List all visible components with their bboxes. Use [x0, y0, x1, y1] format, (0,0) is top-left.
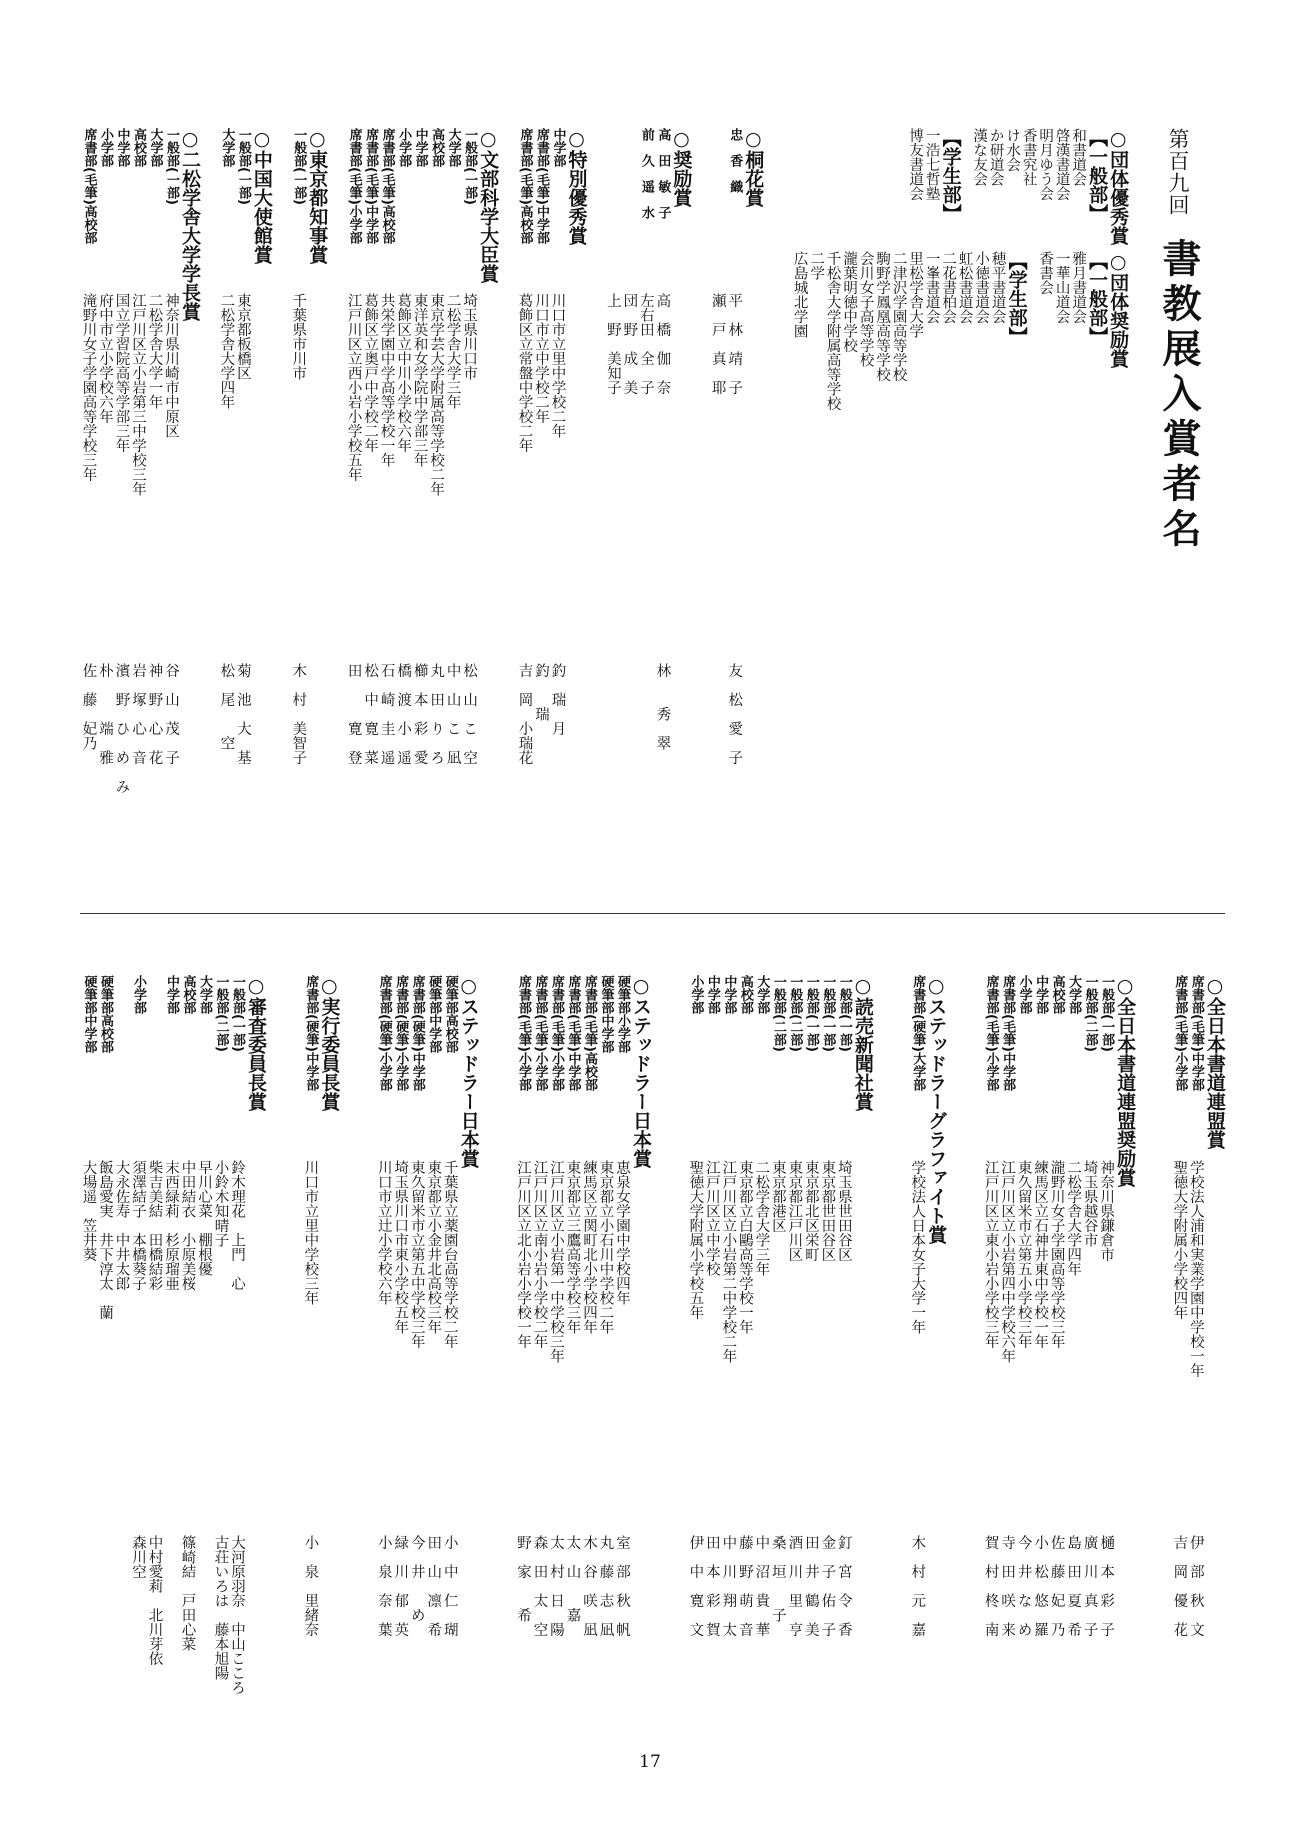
group-entry: 博友書道会 — [907, 128, 924, 201]
group-entry: 駒野学鳳凰高等学校 — [874, 251, 891, 382]
award-shinsa-iincho — [80, 975, 266, 1735]
entry-column: 硬筆部中学部大場遥 笠井葵 — [80, 975, 97, 1262]
section-heading: ○桐花賞 — [742, 128, 765, 207]
award-taishikan — [218, 128, 272, 878]
entry-column: 席書部(毛筆)小学部江戸川区立西小岩小学校五年田 寛 登 — [345, 128, 362, 765]
group-entry: 千松舎大学附属高等学校 — [824, 251, 841, 411]
group-entry: 小徳書道会 — [973, 251, 990, 324]
page-number: 17 — [639, 1752, 661, 1772]
award-staedtler-japan-a — [515, 975, 652, 1735]
group-entry: 里松学舎大学 — [907, 251, 924, 338]
award-jikko-iincho — [302, 975, 340, 1735]
group-entry: 一浩七哲塾 — [923, 128, 940, 201]
award-zennihon-shorei — [982, 975, 1135, 1735]
award-tochiji — [290, 128, 328, 878]
entry-column: 中学部東洋英和女学院中学部三年櫛 本 彩 愛 — [411, 128, 428, 765]
section-heading: ○二松学舎大学学長賞 — [179, 128, 201, 321]
award-yomiuri — [687, 975, 873, 1735]
group-entry: け水会 — [1004, 128, 1021, 172]
entry-column: 席書部(毛筆)高校部共栄学園中学高等学校一年石 崎 圭 遥 — [378, 128, 395, 765]
section-heading: ○文部科学大臣賞 — [477, 128, 500, 283]
group-entry: 一峯書道会 — [923, 251, 940, 324]
entry-column: 席書部(毛筆)高校部滝野川女子学園高等学校三年佐 藤 妃乃 — [80, 128, 97, 750]
group-excellence — [897, 128, 1129, 245]
group-entry: 香書会 — [1037, 251, 1054, 295]
entry-column: 中学部江戸川区立中学校田 本 彩 賀 — [703, 975, 720, 1637]
entry-column: 席書部(毛筆)中学部東京都立三鷹高等学校三年太 山 嘉 — [564, 975, 581, 1622]
entry-column: 一般部(一部)千葉県市川市木 村 美智子 — [290, 128, 307, 765]
entry-column: 硬筆部中学部東京都立小金井北高校三年田 山 凛 希 — [425, 975, 442, 1637]
entry-column: 硬筆部小学部恵泉女学園中学校四年室 部 秋 帆 — [614, 975, 631, 1637]
subgroup-label: 【学生部】 — [939, 128, 962, 223]
entry-column: 一般部(一部)東京都世田谷区金 子 佑 子 — [819, 975, 836, 1637]
entry-column: 高校部東京都立白鷗高等学校一年藤 野 萌 音 — [736, 975, 753, 1637]
upper-section — [80, 128, 1210, 878]
entry-column: 中学部江戸川区立小岩第二中学校二年中 川 翔 太 — [720, 975, 737, 1637]
entry-column: 忠 香 織平 林 靖 子友 松 愛 子 — [726, 128, 743, 765]
section-heading: ○全日本書道連盟奨励賞 — [1114, 975, 1137, 1187]
group-entry: 二津沢学園高等学校 — [890, 251, 907, 382]
entry-column: 中学部国立学習院高等学部三年濱 野 ひ め み — [113, 128, 130, 794]
entry-column: 席書部(毛筆)小学部江戸川区立東小岩小学校三年賀 村 柊 南 — [982, 975, 999, 1637]
subgroup-student — [791, 251, 1027, 411]
entry-column: 前 久 遥 水左右田 全 子 — [637, 128, 654, 395]
entry-column: 一般部(二部)東京都江戸川区酒 川 里 亨 — [786, 975, 803, 1637]
section-heading: ○団体優秀賞 — [1107, 128, 1130, 245]
award-nishogakusha — [80, 128, 200, 878]
group-entry: 二学 — [808, 251, 825, 280]
group-entry: か研道会 — [987, 128, 1004, 186]
entry-column: 席書部(硬筆)小学部川口市立辻小学校六年小 泉 奈 葉 — [375, 975, 392, 1637]
entry-column: 硬筆部高校部千葉県立薬園台高等学校二年小 中 仁 瑚 — [441, 975, 458, 1637]
entry-column: 大学部二松学舎大学四年島 田 夏 希 — [1065, 975, 1082, 1637]
section-heading: ○団体奨励賞 — [1107, 251, 1130, 368]
subgroup-label: 【一般部】 — [1086, 128, 1109, 223]
entry-column: 席書部(硬筆)小学部埼玉県川口市東小学校五年緑 川 郁 英 — [392, 975, 409, 1637]
subgroup-label: 【学生部】 — [1005, 251, 1028, 346]
entry-column: 席書部(硬筆)大学部学校法人日本女子大学一年木 村 元 嘉 — [909, 975, 926, 1637]
section-heading: ○奨励賞 — [670, 128, 693, 207]
subgroup-student — [907, 128, 961, 245]
page-title: 書教展入賞者名 — [1156, 238, 1201, 553]
award-tokubetsu — [516, 128, 587, 878]
section-divider — [80, 913, 1225, 914]
subgroup-label: 【一般部】 — [1086, 251, 1109, 346]
award-zennihon — [1171, 975, 1225, 1735]
entry-column: 席書部(毛筆)中学部江戸川区立小岩第四中学校六年寺 田 咲 来 — [999, 975, 1016, 1637]
entry-column: 大学部二松学舎大学一年神 野 心 花 — [146, 128, 163, 765]
section-heading: ○全日本書道連盟賞 — [1203, 975, 1226, 1149]
entry-column: 上 野 美知子 — [604, 293, 621, 395]
entry-column: 高 田 敏 子高 橋 伽 奈林 秀 翠 — [654, 128, 671, 750]
group-entry: 雅月書道会 — [1070, 251, 1087, 324]
entry-column: 団 野 成 美 — [621, 293, 638, 395]
title-column — [1150, 128, 1206, 878]
entry-column: 大学部二松学舎大学四年松 尾 空 — [218, 128, 235, 750]
entry-column: 一般部(一部)埼玉県川口市松 山 こ 空 — [461, 128, 478, 765]
entry-column: 席書部(毛筆)高校部葛飾区立常盤中学校二年吉 岡 小瑞花 — [516, 128, 533, 765]
entry-column: 席書部(毛筆)小学部江戸川区立小岩第一中学校三年太 村 日 陽 — [548, 975, 565, 1637]
section-heading: ○東京都知事賞 — [306, 128, 329, 264]
entry-column: 席書部(硬筆)中学部川口市立里中学校三年小 泉 里緒奈 — [302, 975, 319, 1637]
entry-column: 一般部(一部)東京都北区栄町田 井 鶴 美 — [802, 975, 819, 1637]
group-awards — [781, 128, 1128, 878]
entry-column: 大永佐寿 中井太郎 — [113, 1160, 130, 1291]
group-entry: 会川女子高等学校 — [857, 251, 874, 367]
entry-column: 席書部(毛筆)中学部川口市立中学校二年釣 瑞 — [533, 128, 549, 721]
section-heading: ○読売新聞社賞 — [851, 975, 874, 1111]
group-encouragement — [781, 251, 1128, 411]
group-entry: 広島城北学園 — [791, 251, 808, 338]
entry-column: 一般部(一部)東京都板橋区菊 池 大 基 — [234, 128, 251, 765]
entry-column: 小学部須澤結子 本橋葵子森川空 — [130, 975, 146, 1579]
entry-column: 席書部(毛筆)中学部葛飾区立奥戸中学校二年松 中 寛 菜 — [362, 128, 379, 765]
award-monbu — [345, 128, 498, 878]
entry-column: 硬筆部高校部飯島愛実 井下淳太 蘭 — [97, 975, 113, 1320]
group-entry: 啓漢書道会 — [1053, 128, 1070, 201]
group-entry: 穂平書道会 — [989, 251, 1006, 324]
entry-column: 席書部(毛筆)小学部江戸川区立北小岩小学校一年野 家 希 — [515, 975, 532, 1622]
group-entry: 香書究社 — [1020, 128, 1037, 186]
group-entry: 漢な友会 — [971, 128, 988, 186]
edition-label: 第百九回 — [1166, 128, 1190, 216]
group-entry: 二花書柏会 — [940, 251, 957, 324]
subgroup-general — [1037, 251, 1108, 411]
award-staedtler-graphite — [909, 975, 947, 1735]
award-tokaho — [709, 128, 763, 878]
entry-column: 大学部二松学舎大学三年中 山 こ 凪 — [444, 128, 461, 765]
group-entry: 虹松書道会 — [956, 251, 973, 324]
entry-column: 瀬 戸 真 耶 — [709, 293, 726, 395]
entry-column: 大学部二松学舎大学三年中 沼 貴 華 — [753, 975, 770, 1637]
group-entry: 瀧葉明徳中学校 — [841, 251, 858, 353]
entry-column: 中学部川口市立里中学校二年釣 瑞 月 — [549, 128, 566, 736]
entry-column: 高校部瀧野川女子学園高等学校三年佐 藤 妃 乃 — [1048, 975, 1065, 1637]
entry-column: 小学部葛飾区立中川小学校六年橋 渡 小 遥 — [395, 128, 412, 765]
section-heading: ○中国大使館賞 — [250, 128, 273, 264]
entry-column: 小学部府中市立小学校六年朴 端 雅 — [97, 128, 113, 765]
entry-column: 高校部東京学芸大学附属高等学校二年丸 田 り ろ — [428, 128, 445, 765]
section-heading: ○審査委員長賞 — [245, 975, 267, 1111]
award-staedtler-japan-b — [375, 975, 479, 1735]
entry-column: 中学部末西緑莉 杉原瑠亜 — [163, 975, 179, 1291]
entry-column: 小学部聖徳大学附属小学校五年伊 中 寛 文 — [687, 975, 704, 1637]
entry-column: 席書部(毛筆)高校部練馬区立関町北小学校四年木 谷 咲 凪 — [581, 975, 598, 1637]
entry-column: 中学部練馬区立石神井東中学校一年小 松 悠 羅 — [1032, 975, 1049, 1637]
entry-column: 柴吉美結 田橋結彩中村愛莉 北川芽依 — [146, 1160, 163, 1666]
entry-column: 席書部(毛筆)小学部聖徳大学附属小学校四年吉 岡 優 花 — [1171, 975, 1188, 1637]
section-heading: ○実行委員長賞 — [318, 975, 341, 1111]
section-heading: ○ステッドラーグラファイト賞 — [925, 975, 948, 1244]
entry-column: 一般部(一部)埼玉県世田谷区釘 宮 令 香 — [835, 975, 852, 1637]
entry-column: 高校部江戸川区立小岩第三中学校三年岩 塚 心 音 — [130, 128, 146, 765]
entry-column: 席書部(硬筆)中学部東久留米市立第五中学校三年今 井 め — [408, 975, 425, 1622]
entry-column: 大学部早川心菜 棚根優 — [196, 975, 212, 1276]
entry-column: 一般部(一部)神奈川県鎌倉市樋 本 彩 子 — [1098, 975, 1115, 1637]
entry-column: 小学部東久留米市立第五小学校三年今 井 な め — [1015, 975, 1032, 1637]
entry-column: 一般部(二部)小鈴木知晴子古荘いろは 藤本旭陽 — [212, 975, 229, 1680]
award-shorei — [604, 128, 691, 878]
section-heading: ○ステッドラー日本賞 — [457, 975, 480, 1168]
group-entry: 和書道会 — [1070, 128, 1087, 186]
lower-section — [80, 975, 1225, 1735]
section-heading: ○特別優秀賞 — [565, 128, 588, 245]
entry-column: 一般部(二部)埼玉県越谷市廣 川 真 子 — [1081, 975, 1098, 1637]
section-heading: ○ステッドラー日本賞 — [630, 975, 653, 1168]
subgroup-general — [971, 128, 1108, 245]
entry-column: 一般部(二部)東京都港区桑 垣 子 — [769, 975, 786, 1622]
entry-column: 一般部(一部)鈴木理花 上門 心大河原羽奈 中山こころ — [229, 975, 245, 1695]
entry-column: 席書部(毛筆)中学部学校法人浦和実業学園中学校一年伊 部 秋 文 — [1187, 975, 1204, 1637]
entry-column: 高校部中田結衣 小原美桜篠崎結 戸田心菜 — [179, 975, 196, 1651]
entry-column: 一般部(一部)神奈川県川崎市中原区谷 山 茂 子 — [163, 128, 179, 765]
group-entry: 一華山道会 — [1053, 251, 1070, 324]
group-entry: 明月ゆう会 — [1037, 128, 1054, 201]
entry-column: 席書部(毛筆)小学部江戸川区立南小岩小学校二年森 田 太 空 — [531, 975, 548, 1637]
entry-column: 硬筆部中学部東京都立小石川中学校二年丸 藤 志 凪 — [597, 975, 614, 1637]
